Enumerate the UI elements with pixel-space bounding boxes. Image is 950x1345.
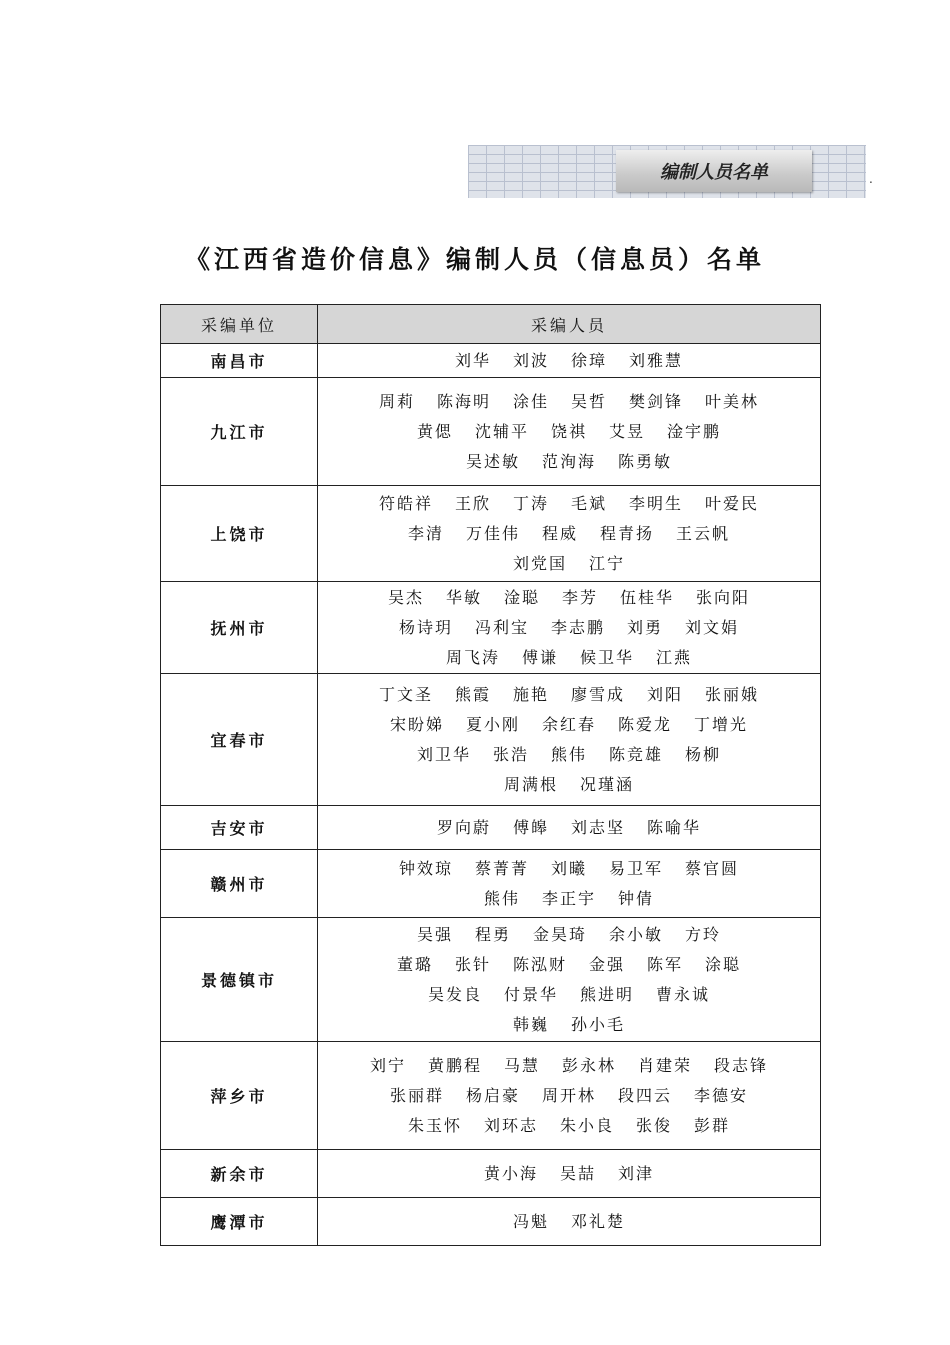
table-header-row — [161, 305, 821, 344]
member-name: 钟倩 — [618, 888, 655, 908]
member-name: 淦聪 — [503, 587, 540, 607]
members-line — [318, 1081, 820, 1111]
member-name: 冯魁 — [512, 1211, 549, 1231]
member-name: 朱玉怀 — [407, 1115, 462, 1135]
members-cell — [318, 1042, 821, 1150]
unit-cell: 赣州市 — [161, 850, 318, 918]
member-name: 刘雅慧 — [629, 350, 684, 370]
member-name: 周开林 — [541, 1085, 596, 1105]
member-name: 丁涛 — [512, 493, 549, 513]
table-row — [161, 582, 821, 674]
members-line — [318, 417, 820, 447]
member-name: 李明生 — [629, 493, 684, 513]
members-line — [318, 770, 820, 800]
member-name: 范洵海 — [541, 451, 596, 471]
unit-cell: 九江市 — [161, 378, 318, 486]
members-line — [318, 489, 820, 519]
unit-cell: 宜春市 — [161, 674, 318, 806]
roster-table — [160, 304, 821, 1246]
member-name: 陈军 — [647, 954, 684, 974]
member-name: 候卫华 — [580, 647, 635, 667]
members-cell — [318, 344, 821, 378]
member-name: 刘文娟 — [685, 617, 740, 637]
member-name: 程青扬 — [600, 523, 655, 543]
member-name: 周飞涛 — [445, 647, 500, 667]
member-name: 丁增光 — [694, 714, 749, 734]
members-line — [318, 710, 820, 740]
member-name: 宋盼娣 — [389, 714, 444, 734]
member-name: 刘勇 — [627, 617, 664, 637]
member-name: 陈勇敏 — [618, 451, 673, 471]
member-name: 淦宇鹏 — [667, 421, 722, 441]
members-cell — [318, 1198, 821, 1246]
member-name: 刘华 — [454, 350, 491, 370]
members-line — [318, 583, 820, 613]
member-name: 艾昱 — [609, 421, 646, 441]
members-line — [318, 920, 820, 950]
member-name: 江燕 — [656, 647, 693, 667]
member-name: 夏小刚 — [465, 714, 520, 734]
member-name: 万佳伟 — [465, 523, 520, 543]
table-row — [161, 1042, 821, 1150]
member-name: 熊伟 — [550, 744, 587, 764]
member-name: 段志锋 — [714, 1055, 769, 1075]
members-line — [318, 680, 820, 710]
member-name: 樊剑锋 — [629, 391, 684, 411]
member-name: 张浩 — [492, 744, 529, 764]
member-name: 王云帆 — [676, 523, 731, 543]
members-line — [318, 1207, 820, 1237]
member-name: 余红春 — [541, 714, 596, 734]
member-name: 吴杰 — [387, 587, 424, 607]
section-banner — [468, 145, 866, 198]
member-name: 黄小海 — [483, 1163, 538, 1183]
member-name: 段四云 — [618, 1085, 673, 1105]
table-row — [161, 1198, 821, 1246]
member-name: 陈泓财 — [512, 954, 567, 974]
member-name: 杨柳 — [685, 744, 722, 764]
member-name: 刘津 — [618, 1163, 655, 1183]
member-name: 吴喆 — [559, 1163, 596, 1183]
members-line — [318, 1111, 820, 1141]
member-name: 傅皞 — [512, 817, 549, 837]
table-row — [161, 1150, 821, 1198]
member-name: 彭永林 — [562, 1055, 617, 1075]
member-name: 刘阳 — [647, 684, 684, 704]
table-row — [161, 674, 821, 806]
member-name: 熊霞 — [454, 684, 491, 704]
member-name: 张丽娥 — [705, 684, 760, 704]
member-name: 孙小毛 — [571, 1014, 626, 1034]
member-name: 李芳 — [562, 587, 599, 607]
member-name: 朱小良 — [559, 1115, 614, 1135]
member-name: 毛斌 — [571, 493, 608, 513]
banner-dot: . — [869, 172, 873, 186]
unit-cell: 上饶市 — [161, 486, 318, 582]
column-header-members: 采编人员 — [318, 305, 821, 344]
member-name: 李清 — [407, 523, 444, 543]
members-line — [318, 643, 820, 673]
member-name: 陈喻华 — [647, 817, 702, 837]
member-name: 张向阳 — [696, 587, 751, 607]
member-name: 徐璋 — [571, 350, 608, 370]
unit-cell: 吉安市 — [161, 806, 318, 850]
member-name: 傅谦 — [521, 647, 558, 667]
member-name: 刘宁 — [369, 1055, 406, 1075]
member-name: 肖建荣 — [638, 1055, 693, 1075]
member-name: 张丽群 — [389, 1085, 444, 1105]
member-name: 饶祺 — [550, 421, 587, 441]
member-name: 张俊 — [636, 1115, 673, 1135]
table-row — [161, 918, 821, 1042]
member-name: 蔡官圆 — [685, 858, 740, 878]
member-name: 周满根 — [503, 774, 558, 794]
member-name: 罗向蔚 — [436, 817, 491, 837]
member-name: 吴强 — [416, 924, 453, 944]
member-name: 况瑾涵 — [580, 774, 635, 794]
member-name: 董璐 — [396, 954, 433, 974]
page-title: 《江西省造价信息》编制人员（信息员）名单 — [184, 245, 765, 274]
member-name: 丁文圣 — [378, 684, 433, 704]
member-name: 李德安 — [694, 1085, 749, 1105]
member-name: 刘卫华 — [416, 744, 471, 764]
member-name: 沈辅平 — [474, 421, 529, 441]
column-header-unit: 采编单位 — [161, 305, 318, 344]
member-name: 程勇 — [474, 924, 511, 944]
members-line — [318, 1159, 820, 1189]
member-name: 江宁 — [589, 553, 626, 573]
members-line — [318, 854, 820, 884]
members-line — [318, 346, 820, 376]
member-name: 蔡菁菁 — [474, 858, 529, 878]
table-row — [161, 806, 821, 850]
member-name: 熊进明 — [580, 984, 635, 1004]
member-name: 刘党国 — [512, 553, 567, 573]
member-name: 杨诗玥 — [398, 617, 453, 637]
member-name: 韩巍 — [512, 1014, 549, 1034]
members-cell — [318, 674, 821, 806]
members-line — [318, 740, 820, 770]
member-name: 涂聪 — [705, 954, 742, 974]
member-name: 吴述敏 — [465, 451, 520, 471]
member-name: 黄偲 — [416, 421, 453, 441]
members-cell — [318, 850, 821, 918]
members-line — [318, 813, 820, 843]
member-name: 吴发良 — [427, 984, 482, 1004]
unit-cell: 南昌市 — [161, 344, 318, 378]
member-name: 吴哲 — [571, 391, 608, 411]
member-name: 伍桂华 — [620, 587, 675, 607]
members-line — [318, 1051, 820, 1081]
unit-cell: 萍乡市 — [161, 1042, 318, 1150]
member-name: 李正宇 — [541, 888, 596, 908]
member-name: 熊伟 — [483, 888, 520, 908]
unit-cell: 景德镇市 — [161, 918, 318, 1042]
members-cell — [318, 806, 821, 850]
table-row — [161, 344, 821, 378]
member-name: 黄鹏程 — [427, 1055, 482, 1075]
member-name: 钟效琼 — [398, 858, 453, 878]
members-line — [318, 519, 820, 549]
member-name: 余小敏 — [609, 924, 664, 944]
unit-cell: 新余市 — [161, 1150, 318, 1198]
member-name: 陈海明 — [436, 391, 491, 411]
member-name: 周莉 — [378, 391, 415, 411]
table-row — [161, 378, 821, 486]
unit-cell: 抚州市 — [161, 582, 318, 674]
banner-label: 编制人员名单 — [616, 150, 812, 192]
member-name: 涂佳 — [512, 391, 549, 411]
member-name: 金强 — [589, 954, 626, 974]
members-line — [318, 613, 820, 643]
member-name: 叶美林 — [705, 391, 760, 411]
members-line — [318, 950, 820, 980]
member-name: 李志鹏 — [550, 617, 605, 637]
member-name: 廖雪成 — [571, 684, 626, 704]
member-name: 刘曦 — [550, 858, 587, 878]
member-name: 付景华 — [503, 984, 558, 1004]
member-name: 张针 — [454, 954, 491, 974]
member-name: 马慧 — [503, 1055, 540, 1075]
members-cell — [318, 486, 821, 582]
members-line — [318, 1010, 820, 1040]
member-name: 杨启豪 — [465, 1085, 520, 1105]
members-cell — [318, 582, 821, 674]
members-line — [318, 447, 820, 477]
members-cell — [318, 1150, 821, 1198]
members-line — [318, 884, 820, 914]
unit-cell: 鹰潭市 — [161, 1198, 318, 1246]
member-name: 施艳 — [512, 684, 549, 704]
member-name: 叶爱民 — [705, 493, 760, 513]
table-row — [161, 850, 821, 918]
member-name: 彭群 — [694, 1115, 731, 1135]
member-name: 程威 — [541, 523, 578, 543]
member-name: 刘波 — [512, 350, 549, 370]
member-name: 陈爱龙 — [618, 714, 673, 734]
members-cell — [318, 918, 821, 1042]
table-row — [161, 486, 821, 582]
member-name: 易卫军 — [609, 858, 664, 878]
members-line — [318, 387, 820, 417]
member-name: 邓礼楚 — [571, 1211, 626, 1231]
member-name: 冯利宝 — [474, 617, 529, 637]
member-name: 曹永诚 — [656, 984, 711, 1004]
members-line — [318, 549, 820, 579]
member-name: 刘环志 — [483, 1115, 538, 1135]
member-name: 王欣 — [454, 493, 491, 513]
member-name: 符皓祥 — [378, 493, 433, 513]
members-cell — [318, 378, 821, 486]
member-name: 金昊琦 — [532, 924, 587, 944]
member-name: 华敏 — [445, 587, 482, 607]
member-name: 刘志坚 — [571, 817, 626, 837]
member-name: 方玲 — [685, 924, 722, 944]
members-line — [318, 980, 820, 1010]
member-name: 陈竞雄 — [609, 744, 664, 764]
